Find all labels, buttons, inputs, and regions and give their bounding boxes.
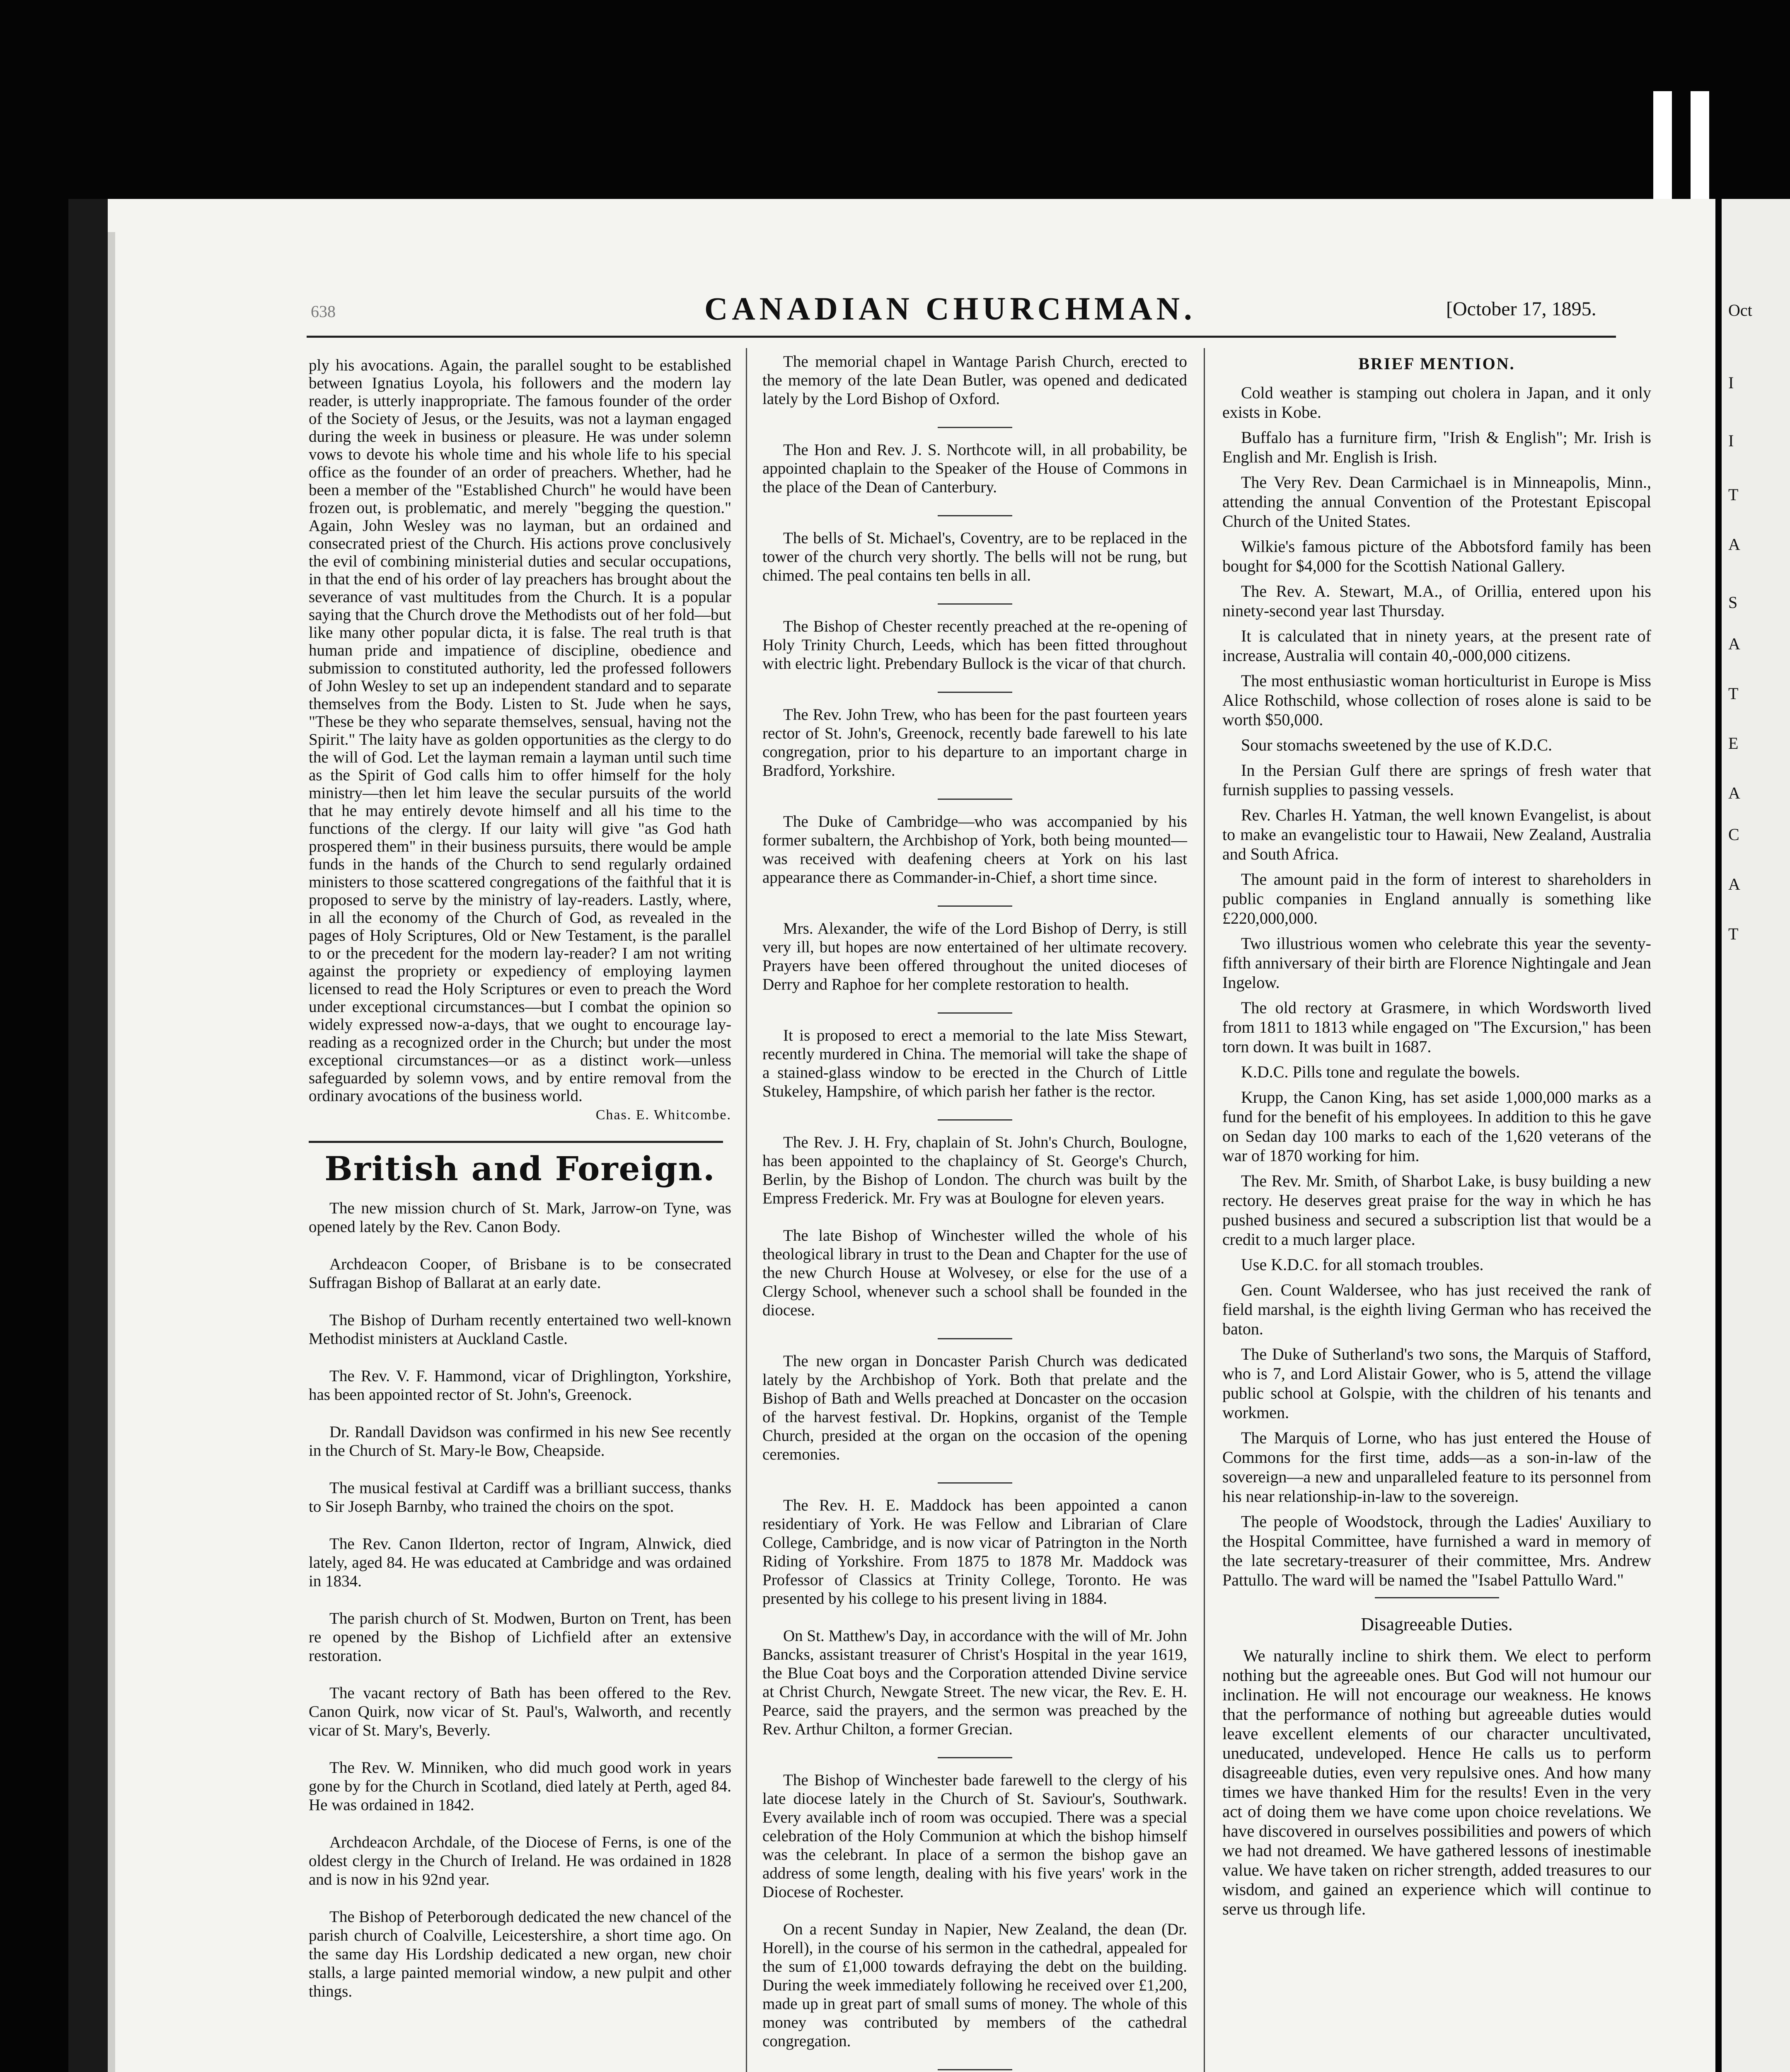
essay-body: We naturally incline to shirk them. We elect to perform nothing but the agreeable ones. But God will not humour our inclination. He will not encourage our weakness. He knows that the performance of nothing but agreeable duties would leave excellent elements of our character uncultivated, uneducated, undeveloped. Hence He calls us to perform disagreeable duties, even very repulsive ones. And how many times we have thanked Him for the results! Even in the very act of doing them we have come upon choice revelations. We have discovered in ourselves possibilities and powers of which we had not dreamed. We have gathered lessons of inestimable value. We have taken on richer strength, added treasures to our wisdom, and gained an experience which will continue to serve us through life. [1222,1646,1651,1918]
news-item: The Bishop of Chester recently preached at the re-opening of Holy Trinity Church, Leeds, which has been fitted throughout with electric light. Prebendary Bullock is the vicar of that church. [762,617,1187,673]
brief-item: It is calculated that in ninety years, at the present rate of increase, Australia will contain 40,-000,000 citizens. [1222,627,1651,665]
brief-item: Wilkie's famous picture of the Abbotsford family has been bought for $4,000 for the Scottish National Gallery. [1222,537,1651,575]
masthead-title: CANADIAN CHURCHMAN. [704,290,1196,327]
column-2 [762,352,1187,2072]
brief-item: The people of Woodstock, through the Ladies' Auxiliary to the Hospital Committee, have furnished a ward in memory of the late secretary-treasurer of their committee, Mrs. Andrew Pattullo. The ward will be named the "Isabel Pattullo Ward." [1222,1512,1651,1589]
news-item: On St. Matthew's Day, in accordance with the will of Mr. John Bancks, assistant treasurer of Christ's Hospital in the year 1619, the Blue Coat boys and the Corporation attended Divine service at Christ Church, Newgate Street. The new vicar, the Rev. E. H. Pearce, said the prayers, and the sermon was preached by the Rev. Arthur Chilton, a former Grecian. [762,1627,1187,1738]
brief-item: The Very Rev. Dean Carmichael is in Minneapolis, Minn., attending the annual Convention of the Protestant Episcopal Church of the United States. [1222,473,1651,530]
item-separator [938,603,1012,605]
column-1 [309,356,731,2019]
letter-signature: Chas. E. Whitcombe. [595,1107,731,1123]
item-separator [938,905,1012,907]
brief-item: Krupp, the Canon King, has set aside 1,000,000 marks as a fund for the benefit of his employees. In addition to this he gave on Sedan day 100 marks to each of the 1,620 veterans of the war of 1870 working for him. [1222,1088,1651,1165]
item-separator [938,1338,1012,1339]
news-item: The Hon and Rev. J. S. Northcote will, in all probability, be appointed chaplain to the Speaker of the House of Commons in the place of the Dean of Canterbury. [762,441,1187,496]
news-item: The Bishop of Peterborough dedicated the new chancel of the parish church of Coalville, Leicestershire, a short time ago. On the same day His Lordship dedicated a new organ, new choir stalls, a large painted memorial window, a new pulpit and other things. [309,1908,731,2000]
brief-item: The most enthusiastic woman horticulturist in Europe is Miss Alice Rothschild, whose collection of roses alone is said to be worth $50,000. [1222,671,1651,729]
next-page-fragment-text: E [1728,734,1739,753]
brief-item: K.D.C. Pills tone and regulate the bowels. [1241,1063,1520,1081]
next-page-fragment-text: A [1728,784,1740,802]
page-edge [108,232,115,2072]
brief-item: Sour stomachs sweetened by the use of K.D.C. [1241,736,1552,754]
news-item: The Bishop of Winchester bade farewell to the clergy of his late diocese lately in the Church of St. Saviour's, Southwark. Every available inch of room was occupied. There was a special celebration of the Holy Communion at which the bishop himself was the celebrant. In place of a sermon the bishop gave an address of some length, dealing with his five years' work in the Diocese of Rochester. [762,1771,1187,1901]
next-page-fragment-text: A [1728,875,1740,893]
news-item: Archdeacon Archdale, of the Diocese of Ferns, is one of the oldest clergy in the Church of Ireland. He was ordained in 1828 and is now in his 92nd year. [309,1833,731,1888]
news-item: The Duke of Cambridge—who was accompanied by his former subaltern, the Archbishop of York, both being mounted—was received with deafening cheers at York on his last appearance there as Commander-in-Chief, a short time since. [762,813,1187,886]
brief-item: The Rev. A. Stewart, M.A., of Orillia, entered upon his ninety-second year last Thursday. [1222,582,1651,620]
news-item: The late Bishop of Winchester willed the whole of his theological library in trust to the Dean and Chapter for the use of the new Church House at Wolvesey, or else for the use of a Clergy School, whenever such a school shall be founded in the diocese. [762,1227,1187,1319]
column-rule [1204,348,1205,2072]
news-item: The musical festival at Cardiff was a brilliant success, thanks to Sir Joseph Barnby, who trained the choirs on the spot. [309,1479,731,1515]
news-item: Mrs. Alexander, the wife of the Lord Bishop of Derry, is still very ill, but hopes are now entertained of her ultimate recovery. Prayers have been offered throughout the united dioceses of Derry and Raphoe for her complete restoration to health. [762,920,1187,993]
page-gutter-shadow [68,199,108,2072]
section-rule [309,1141,723,1143]
next-page-fragment-text: I [1728,431,1734,450]
next-page-fragment-text: T [1728,485,1739,504]
letter-continuation: ply his avocations. Again, the parallel sought to be established between Ignatius Loyola, his followers and the modern lay reader, is utterly inappropriate. The famous founder of the order of the Society of Jesus, or the Jesuits, was not a layman engaged during the week in business or pleasure. He was under solemn vows to devote his whole time and his whole life to his special office as the founder of an order of preachers. Whether, had he been a member of the "Established Church" he would have been frozen out, is problematic, and merely "begging the question." Again, John Wesley was no layman, but an ordained and consecrated priest of the Church. His actions prove conclusively the evil of combining ministerial duties and secular occupations, in that the end of his order of lay preachers has brought about the severance of vast multitudes from the Church. It is a popular saying that the Church drove the Methodists out of her fold—but like many other popular dicta, it is false. The real truth is that human pride and impatience of discipline, obedience and submission to constituted authority, led the professed followers of John Wesley to set up an independent standard and to separate themselves from the Body. Listen to St. Jude when he says, "These be they who separate themselves, sensual, having not the Spirit." The laity have as golden opportunities as the clergy to do the will of God. Let the layman remain a layman until such time as the Spirit of God calls him to offer himself for the holy ministry—then let him leave the secular pursuits of the world that he may entirely devote himself and all his time to the functions of the clergy. If our laity will give "as God hath prospered them" in their business pursuits, there would be ample funds in the hands of the Church to send regularly ordained ministers to those scattered congregations of the faithful that it is proposed to serve by the ministry of lay-readers. Lastly, where, in all the economy of the Church of God, as revealed in the pages of Holy Scriptures, Old or New Testament, is the parallel to or the precedent for the modern lay-reader? I am not writing against the propriety or expediency of employing laymen licensed to read the Holy Scriptures or even to preach the Word under exceptional circumstances—but I combat the opinion so widely expressed now-a-days, that we ought to encourage lay-reading as a recognized order in the Church; but under the most exceptional circumstances—or as a distinct work—unless safeguarded by solemn vows, and by entire removal from the ordinary avocations of the business world. [309,356,731,1105]
brief-item: Cold weather is stamping out cholera in Japan, and it only exists in Kobe. [1222,383,1651,421]
item-separator [938,1757,1012,1758]
essay-heading: Disagreeable Duties. [1361,1614,1513,1634]
brief-item: The Rev. Mr. Smith, of Sharbot Lake, is busy building a new rectory. He deserves great praise for the way in which he has pushed business and secured a subscription list that would be a credit to a much larger place. [1222,1172,1651,1249]
item-separator [938,427,1012,428]
item-separator [938,692,1012,693]
brief-item: The old rectory at Grasmere, in which Wordsworth lived from 1811 to 1813 while engaged on "The Excursion," has been torn down. It was built in 1687. [1222,998,1651,1056]
brief-mention-heading: BRIEF MENTION. [1358,354,1515,373]
news-item: Archdeacon Cooper, of Brisbane is to be consecrated Suffragan Bishop of Ballarat at an early date. [309,1255,731,1292]
brief-item: The amount paid in the form of interest to shareholders in public companies in England annually is something like £220,000,000. [1222,870,1651,927]
brief-item: Use K.D.C. for all stomach troubles. [1241,1255,1484,1274]
next-page-fragment-text: A [1728,535,1740,554]
news-item: The new mission church of St. Mark, Jarrow-on Tyne, was opened lately by the Rev. Canon Body. [309,1199,731,1236]
column-3 [1222,354,1651,1937]
section-heading: British and Foreign. [324,1149,716,1188]
next-page-fragment-text: C [1728,825,1739,844]
news-item: The Rev. H. E. Maddock has been appointed a canon residentiary of York. He was Fellow and Librarian of Clare College, Cambridge, and is now vicar of Patrington in the North Riding of Yorkshire. From 1875 to 1878 Mr. Maddock was Professor of Classics at Trinity College, Toronto. He was presented by his college to his present living in 1884. [762,1496,1187,1607]
next-page-fragment-text: T [1728,925,1739,943]
header-rule [307,336,1616,338]
item-separator [938,2069,1012,2070]
brief-item: Buffalo has a furniture firm, "Irish & English"; Mr. Irish is English and Mr. English is Irish. [1222,428,1651,466]
next-page-header-fragment: Oct [1728,301,1752,320]
column-rule [746,348,747,2072]
item-separator [1375,1597,1499,1598]
next-page-fragment-text: S [1728,593,1738,612]
news-item: It is proposed to erect a memorial to the late Miss Stewart, recently murdered in China. The memorial will take the shape of a stained-glass window to be erected in the Church of Little Stukeley, Hampshire, of which parish her father is the rector. [762,1026,1187,1100]
item-separator [938,1482,1012,1484]
news-item: The Rev. Canon Ilderton, rector of Ingram, Alnwick, died lately, aged 84. He was educated at Cambridge and was ordained in 1834. [309,1535,731,1590]
news-item: The bells of St. Michael's, Coventry, are to be replaced in the tower of the church very shortly. The bells will not be rung, but chimed. The peal contains ten bells in all. [762,529,1187,584]
item-separator [938,515,1012,516]
news-item: Dr. Randall Davidson was confirmed in his new See recently in the Church of St. Mary-le Bow, Cheapside. [309,1423,731,1460]
brief-item: In the Persian Gulf there are springs of fresh water that furnish supplies to passing vessels. [1222,761,1651,799]
item-separator [938,1012,1012,1014]
news-item: The Rev. John Trew, who has been for the past fourteen years rector of St. John's, Greenock, recently bade farewell to his late congregation, prior to his departure to an important charge in Bradford, Yorkshire. [762,706,1187,779]
news-item: The parish church of St. Modwen, Burton on Trent, has been re opened by the Bishop of Lichfield after an extensive restoration. [309,1610,731,1665]
brief-mention-list [1222,383,1651,1590]
item-separator [938,799,1012,800]
brief-item: The Duke of Sutherland's two sons, the Marquis of Stafford, who is 7, and Lord Alistair Gower, who is 5, attend the village public school at Golspie, with the children of his tenants and workmen. [1222,1345,1651,1422]
next-page-fragment [1722,199,1790,2072]
news-item: The Rev. V. F. Hammond, vicar of Drighlington, Yorkshire, has been appointed rector of St. John's, Greenock. [309,1367,731,1404]
news-item: The Bishop of Durham recently entertained two well-known Methodist ministers at Auckland Castle. [309,1311,731,1348]
news-item: The new organ in Doncaster Parish Church was dedicated lately by the Archbishop of York. Both that prelate and the Bishop of Bath and Wells preached at Doncaster on the occasion of the harvest festival. Dr. Hopkins, organist of the Temple Church, presided at the organ on the occasion of the opening ceremonies. [762,1352,1187,1463]
next-page-fragment-text: T [1728,684,1739,703]
brief-item: Rev. Charles H. Yatman, the well known Evangelist, is about to make an evangelistic tour to Hawaii, New Zealand, Australia and South Africa. [1222,806,1651,863]
page-number: 638 [311,302,336,321]
brief-item: The Marquis of Lorne, who has just entered the House of Commons for the first time, adds—as a son-in-law of the sovereign—a new and unparalleled feature to its personnel from his near relationship-in-law to the sovereign. [1222,1428,1651,1506]
item-separator [938,1119,1012,1121]
issue-date: [October 17, 1895. [1446,298,1596,320]
news-item: The memorial chapel in Wantage Parish Church, erected to the memory of the late Dean Butler, was opened and dedicated lately by the Lord Bishop of Oxford. [762,353,1187,408]
news-item: The Rev. J. H. Fry, chaplain of St. John's Church, Boulogne, has been appointed to the chaplaincy of St. George's Church, Berlin, by the Bishop of London. The church was built by the Empress Frederick. Mr. Fry was at Boulogne for eleven years. [762,1133,1187,1207]
brief-item: Gen. Count Waldersee, who has just received the rank of field marshal, is the eighth living German who has received the baton. [1222,1280,1651,1338]
brief-item: Two illustrious women who celebrate this year the seventy-fifth anniversary of their birth are Florence Nightingale and Jean Ingelow. [1222,934,1651,992]
next-page-fragment-text: A [1728,634,1740,653]
news-item: The vacant rectory of Bath has been offered to the Rev. Canon Quirk, now vicar of St. Paul's, Walworth, and recently vicar of St. Mary's, Beverly. [309,1684,731,1739]
news-item: The Rev. W. Minniken, who did much good work in years gone by for the Church in Scotland, died lately at Perth, aged 84. He was ordained in 1842. [309,1759,731,1814]
news-item: On a recent Sunday in Napier, New Zealand, the dean (Dr. Horell), in the course of his sermon in the cathedral, appealed for the sum of £1,000 towards defraying the debt on the building. During the week immediately following he received over £1,200, made up in great part of small sums of money. The whole of this money was contributed by members of the cathedral congregation. [762,1920,1187,2050]
next-page-fragment-text: I [1728,373,1734,392]
